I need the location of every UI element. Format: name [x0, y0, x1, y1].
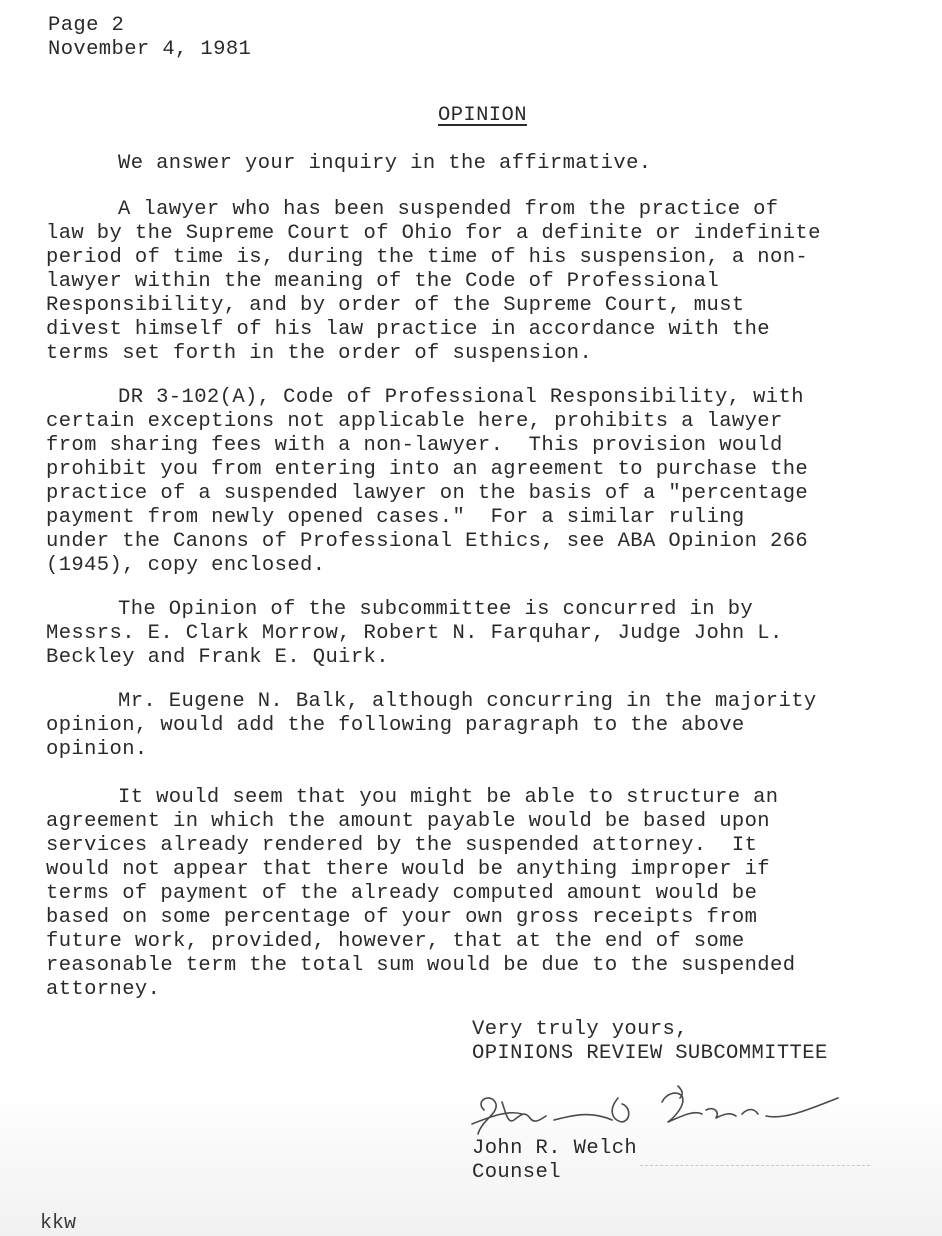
paragraph-line: DR 3-102(A), Code of Professional Responsibility, with	[118, 386, 804, 409]
paragraph-line: period of time is, during the time of his suspension, a non-	[46, 246, 809, 269]
paragraph-line: under the Canons of Professional Ethics, see ABA Opinion 266	[46, 530, 809, 553]
paragraph-line: reasonable term the total sum would be due to the suspended	[46, 954, 796, 977]
paragraph-line: payment from newly opened cases." For a similar ruling	[46, 506, 745, 529]
paragraph-line: from sharing fees with a non-lawyer. This provision would	[46, 434, 783, 457]
paragraph-line: (1945), copy enclosed.	[46, 554, 326, 577]
paragraph-line: lawyer within the meaning of the Code of Professional	[46, 270, 720, 293]
signer-title: Counsel	[472, 1161, 561, 1184]
closing-salutation: Very truly yours,	[472, 1018, 688, 1041]
paragraph-line: based on some percentage of your own gross receipts from	[46, 906, 758, 929]
paragraph-line: future work, provided, however, that at the end of some	[46, 930, 745, 953]
paragraph-line: We answer your inquiry in the affirmative.	[118, 152, 652, 175]
faint-divider	[640, 1165, 870, 1166]
paragraph-line: opinion.	[46, 738, 148, 761]
handwritten-signature-icon	[462, 1080, 842, 1144]
opinion-title: OPINION	[438, 104, 527, 127]
paragraph-line: practice of a suspended lawyer on the basis of a "percentage	[46, 482, 809, 505]
paragraph-line: terms of payment of the already computed amount would be	[46, 882, 758, 905]
paragraph-line: opinion, would add the following paragraph to the above	[46, 714, 745, 737]
signer-name: John R. Welch	[472, 1137, 638, 1160]
paragraph-line: agreement in which the amount payable would be based upon	[46, 810, 771, 833]
typist-initials: kkw	[40, 1212, 77, 1235]
paragraph-line: certain exceptions not applicable here, prohibits a lawyer	[46, 410, 783, 433]
paragraph-line: The Opinion of the subcommittee is concurred in by	[118, 598, 754, 621]
paragraph-line: services already rendered by the suspended attorney. It	[46, 834, 758, 857]
letter-date: November 4, 1981	[48, 38, 252, 61]
page-number: Page 2	[48, 14, 125, 37]
paragraph-line: attorney.	[46, 978, 161, 1001]
paragraph-line: A lawyer who has been suspended from the practice of	[118, 198, 779, 221]
paragraph-line: It would seem that you might be able to structure an	[118, 786, 779, 809]
committee-name: OPINIONS REVIEW SUBCOMMITTEE	[472, 1042, 828, 1065]
paragraph-line: prohibit you from entering into an agreement to purchase the	[46, 458, 809, 481]
paragraph-line: Mr. Eugene N. Balk, although concurring in the majority	[118, 690, 817, 713]
paragraph-line: Beckley and Frank E. Quirk.	[46, 646, 389, 669]
paragraph-line: Messrs. E. Clark Morrow, Robert N. Farquhar, Judge John L.	[46, 622, 783, 645]
paragraph-line: would not appear that there would be anything improper if	[46, 858, 771, 881]
paragraph-line: divest himself of his law practice in accordance with the	[46, 318, 771, 341]
paragraph-line: law by the Supreme Court of Ohio for a definite or indefinite	[46, 222, 821, 245]
paragraph-line: terms set forth in the order of suspension.	[46, 342, 593, 365]
paragraph-line: Responsibility, and by order of the Supreme Court, must	[46, 294, 745, 317]
